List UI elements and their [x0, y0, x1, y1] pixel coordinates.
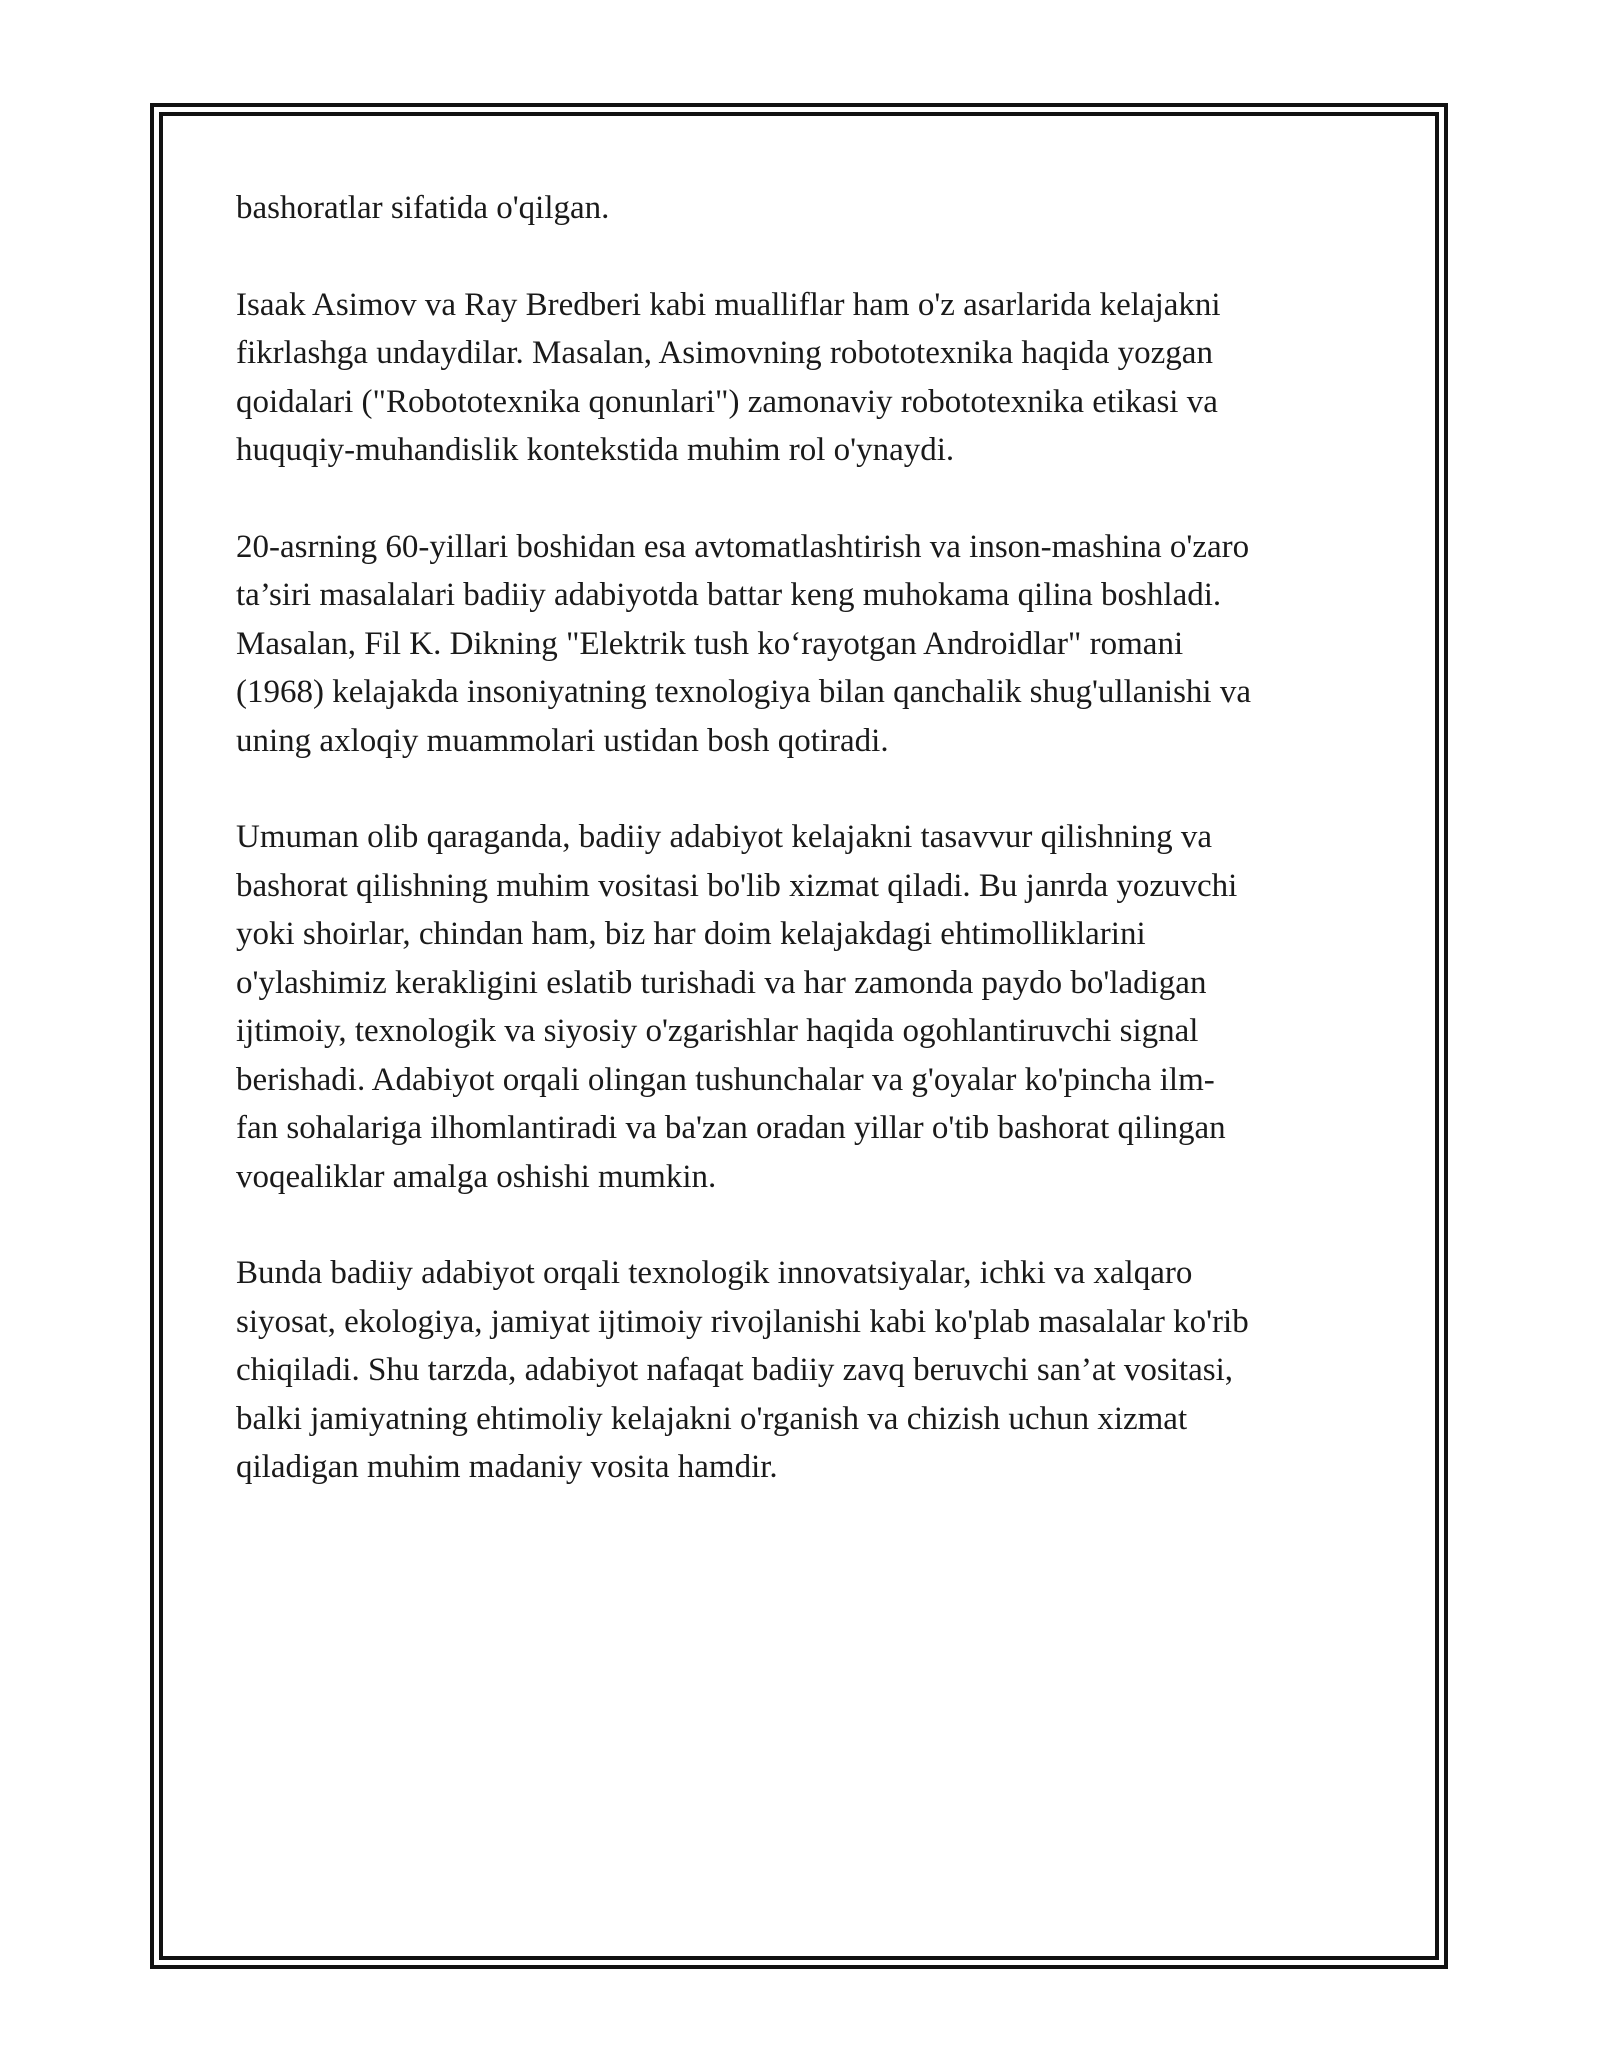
- paragraph-3: 20-asrning 60-yillari boshidan esa avtomatlashtirish va inson-mashina o'zaro ta’siri masalalari badiiy adabiyotda battar keng muhokama qilina boshladi. Masalan, Fil K. Dikning "Elektrik tush ko‘rayotgan Androidlar" romani (1968) kelajakda insoniyatning texnologiya bilan qanchalik shug'ullanishi va uning axloqiy muammolari ustidan bosh qotiradi.: [236, 528, 1251, 759]
- paragraph-2: Isaak Asimov va Ray Bredberi kabi mualliflar ham o'z asarlarida kelajakni fikrlashga undaydilar. Masalan, Asimovning robototexnika haqida yozgan qoidalari ("Robototexnika qonunlari") zamonaviy robototexnika etikasi va huquqiy-muhandislik kontekstida muhim rol o'ynaydi.: [236, 286, 1221, 468]
- paragraph-1: bashoratlar sifatida o'qilgan.: [236, 190, 610, 226]
- paragraph-4: Umuman olib qaraganda, badiiy adabiyot kelajakni tasavvur qilishning va bashorat qilishning muhim vositasi bo'lib xizmat qiladi. Bu janrda yozuvchi yoki shoirlar, chindan ham, biz har doim kelajakdagi ehtimolliklarini o'ylashimiz kerakligini eslatib turishadi va har zamonda paydo bo'ladigan ijtimoiy, texnologik va siyosiy o'zgarishlar haqida ogohlantiruvchi signal berishadi. Adabiyot orqali olingan tushunchalar va g'oyalar ko'pincha ilm- fan sohalariga ilhomlantiradi va ba'zan oradan yillar o'tib bashorat qilingan voqealiklar amalga oshishi mumkin.: [236, 819, 1238, 1195]
- document-body: [236, 184, 1376, 1540]
- paragraph-5: Bunda badiiy adabiyot orqali texnologik innovatsiyalar, ichki va xalqaro siyosat, ekologiya, jamiyat ijtimoiy rivojlanishi kabi ko'plab masalalar ko'rib chiqiladi. Shu tarzda, adabiyot nafaqat badiiy zavq beruvchi san’at vositasi, balki jamiyatning ehtimoliy kelajakni o'rganish va chizish uchun xizmat qiladigan muhim madaniy vosita hamdir.: [236, 1255, 1249, 1485]
